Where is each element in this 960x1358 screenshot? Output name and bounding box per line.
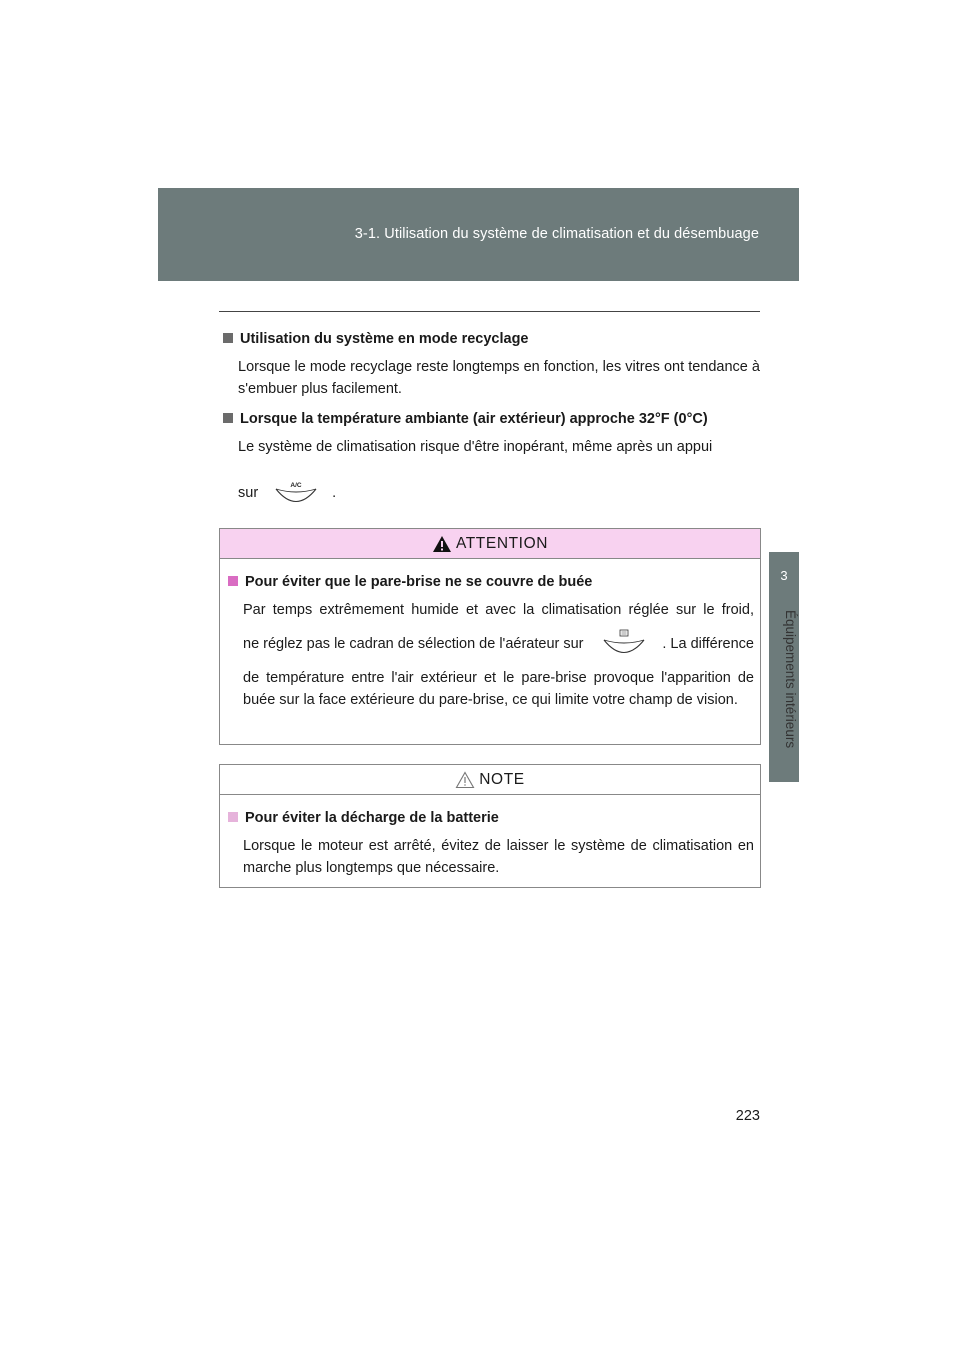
- section2-text-after-icon: .: [332, 485, 337, 501]
- section1-text: Lorsque le mode recyclage reste longtemps en fonction, les vitres ont tendance à s'embuer plus facilement.: [238, 359, 760, 397]
- attention-heading: [224, 571, 754, 593]
- bullet-square-icon: [223, 413, 233, 423]
- note-header: [220, 765, 760, 795]
- warning-triangle-icon: [432, 535, 452, 553]
- attention-box: [219, 528, 761, 745]
- section-title: 3-1. Utilisation du système de climatisation et du désembuage: [354, 226, 759, 242]
- section2-heading: [219, 408, 760, 430]
- chapter-number: 3: [780, 568, 788, 583]
- ac-button-icon: [272, 478, 320, 508]
- attention-heading-text: Pour éviter que le pare-brise ne se couvre de buée: [245, 574, 593, 590]
- section1-heading: [219, 328, 760, 350]
- attention-text-after-icon: . La différence: [662, 636, 754, 652]
- header-bar: [158, 188, 799, 281]
- top-rule: [219, 311, 760, 312]
- ac-icon-label: A/C: [290, 482, 302, 489]
- section2-heading-text: Lorsque la température ambiante (air extérieur) approche 32°F (0°C): [240, 411, 708, 427]
- attention-text-rest: de température entre l'air extérieur et le pare-brise provoque l'apparition de buée sur la face extérieure du pare-brise, ce qui limite votre champ de vision.: [243, 670, 754, 708]
- section2-text: Le système de climatisation risque d'être inopérant, même après un appui: [238, 439, 713, 455]
- note-box: [219, 764, 761, 888]
- attention-title: ATTENTION: [455, 534, 549, 552]
- note-title: NOTE: [479, 770, 525, 788]
- chapter-label: Équipements intérieurs: [783, 610, 798, 749]
- attention-text-before-icon: ne réglez pas le cadran de sélection de l'aérateur sur: [243, 636, 584, 652]
- bullet-square-icon: [228, 576, 238, 586]
- section1-heading-text: Utilisation du système en mode recyclage: [240, 331, 529, 347]
- attention-header: [220, 529, 760, 559]
- attention-body: [220, 559, 760, 725]
- main-content: [219, 328, 760, 512]
- defrost-fan-dial-icon: [600, 629, 648, 659]
- note-body: [220, 795, 760, 893]
- section2-icon-line: [238, 474, 760, 512]
- bullet-square-icon: [228, 812, 238, 822]
- note-heading: [224, 807, 754, 829]
- note-text: Lorsque le moteur est arrêté, évitez de laisser le système de climatisation en marche plus longtemps que nécessaire.: [243, 838, 754, 876]
- caution-triangle-outline-icon: [455, 771, 475, 789]
- note-heading-text: Pour éviter la décharge de la batterie: [245, 810, 499, 826]
- attention-icon-line: [243, 629, 754, 659]
- attention-text-line1: Par temps extrêmement humide et avec la climatisation réglée sur le froid,: [243, 602, 754, 618]
- bullet-square-icon: [223, 333, 233, 343]
- section2-text-before-icon: sur: [238, 485, 259, 501]
- page-number: 223: [735, 1108, 760, 1124]
